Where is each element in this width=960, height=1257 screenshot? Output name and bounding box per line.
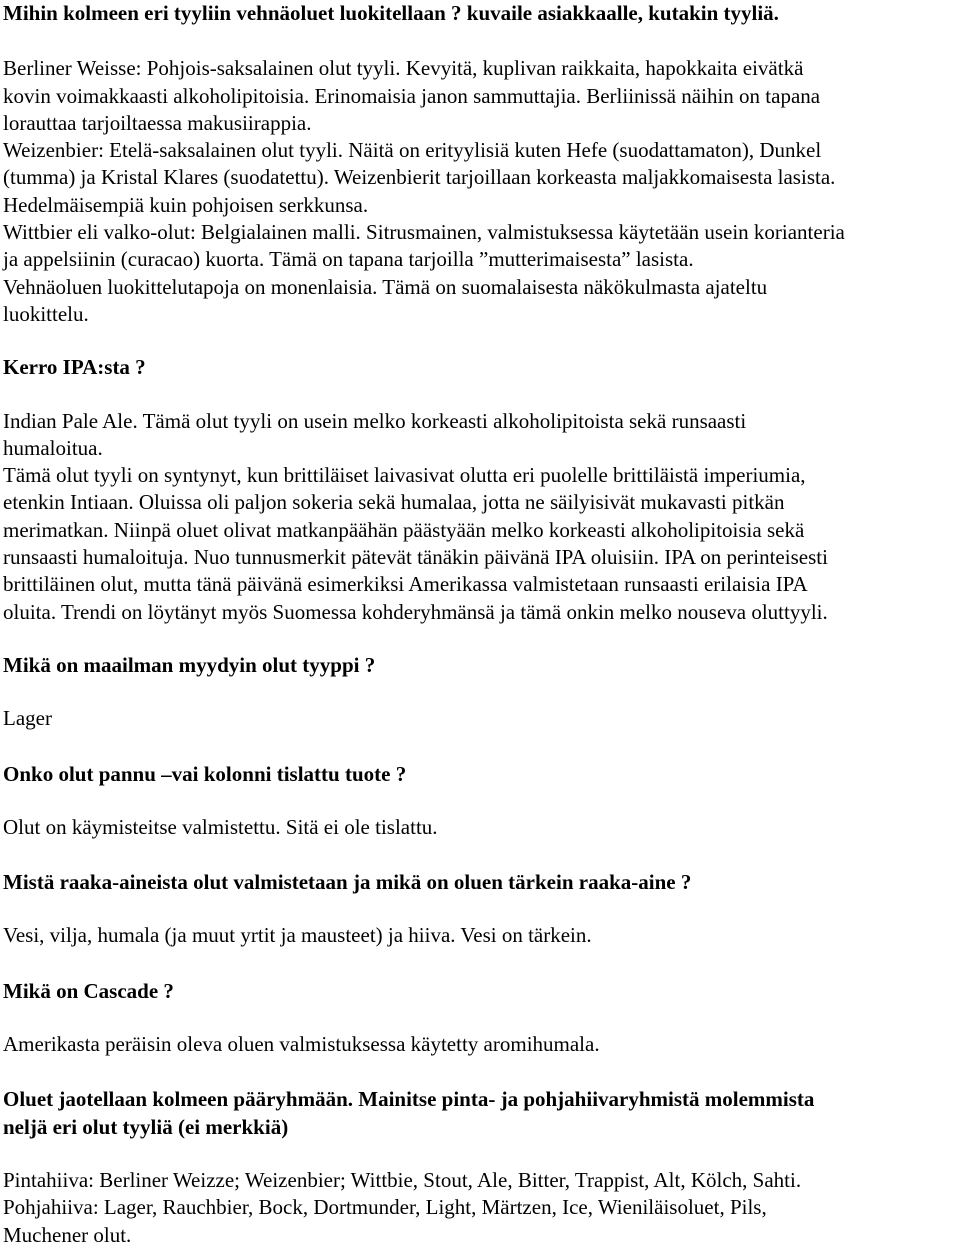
answer-line: kovin voimakkaasti alkoholipitoisia. Erinomaisia janon sammuttajia. Berliinissä näihin on tapana [3,83,821,108]
answer-line: oluita. Trendi on löytänyt myös Suomessa kohderyhmänsä ja tämä onkin melko nouseva oluttyyli. [3,599,828,624]
answer-line: Indian Pale Ale. Tämä olut tyyli on usein melko korkeasti alkoholipitoista sekä runsaasti [3,408,747,433]
answer-line: Hedelmäisempiä kuin pohjoisen serkkunsa. [3,192,369,217]
answer-line: runsaasti humaloituja. Nuo tunnusmerkit pätevät tänäkin päivänä IPA oluisiin. IPA on perinteisesti [3,545,828,570]
answer-ipa [3,408,953,626]
answer-raaka-aineet: Vesi, vilja, humala (ja muut yrtit ja mausteet) ja hiiva. Vesi on tärkein. [3,923,592,948]
answer-line: Berliner Weisse: Pohjois-saksalainen olut tyyli. Kevyitä, kuplivan raikkaita, hapokkaita eivätkä [3,56,804,81]
question-pannu-kolonni: Onko olut pannu –vai kolonni tislattu tuote ? [3,761,407,786]
answer-myydyin-olut: Lager [3,706,52,731]
question-line: Oluet jaotellaan kolmeen pääryhmään. Mainitse pinta- ja pohjahiivaryhmistä molemmista [3,1087,815,1112]
answer-line: Wittbier eli valko-olut: Belgialainen malli. Sitrusmainen, valmistuksessa käytetään usein korianteria [3,220,845,245]
question-myydyin-olut: Mikä on maailman myydyin olut tyyppi ? [3,652,376,677]
answer-line: Tämä olut tyyli on syntynyt, kun brittiläiset laivasivat olutta eri puolelle brittiläistä imperiumia, [3,463,806,488]
answer-line: luokittelu. [3,301,89,326]
question-vehnaoluet: Mihin kolmeen eri tyyliin vehnäoluet luokitellaan ? kuvaile asiakkaalle, kutakin tyyliä. [3,1,779,25]
answer-line: lorauttaa tarjoiltaessa makusiirappia. [3,110,312,135]
answer-line: etenkin Intiaan. Oluissa oli paljon sokeria sekä humalaa, jotta ne säilyisivät mukavasti pitkän [3,490,785,515]
question-raaka-aineet: Mistä raaka-aineista olut valmistetaan ja mikä on oluen tärkein raaka-aine ? [3,870,692,895]
question-ipa: Kerro IPA:sta ? [3,355,146,380]
answer-line: (tumma) ja Kristal Klares (suodatettu). Weizenbierit tarjoillaan korkeasta maljakkomaisesta lasista. [3,165,836,190]
document-page [3,0,953,1249]
answer-paaryhmat [3,1167,953,1249]
answer-pannu-kolonni: Olut on käymisteitse valmistettu. Sitä ei ole tislattu. [3,814,438,839]
answer-line: merimatkan. Niinpä oluet olivat matkanpäähän päästyään melko korkeasti alkoholipitoisia sekä [3,517,805,542]
answer-line: Muchener olut. [3,1222,132,1247]
answer-line: ja appelsiinin (curacao) kuorta. Tämä on tapana tarjoilla ”mutterimaisesta” lasista. [3,247,694,272]
answer-line: humaloitua. [3,435,103,460]
answer-line: Weizenbier: Etelä-saksalainen olut tyyli. Näitä on erityylisiä kuten Hefe (suodattamaton), Dunkel [3,138,822,163]
question-cascade: Mikä on Cascade ? [3,978,174,1003]
answer-line: Vehnäoluen luokittelutapoja on monenlaisia. Tämä on suomalaisesta näkökulmasta ajateltu [3,274,768,299]
answer-cascade: Amerikasta peräisin oleva oluen valmistuksessa käytetty aromihumala. [3,1032,600,1057]
answer-vehnaoluet [3,55,953,328]
question-paaryhmat [3,1086,953,1141]
answer-line: Pohjahiiva: Lager, Rauchbier, Bock, Dortmunder, Light, Märtzen, Ice, Wieniläisoluet, Pils, [3,1195,767,1220]
answer-line: brittiläinen olut, mutta tänä päivänä esimerkiksi Amerikassa valmistetaan runsaasti erilaisia IPA [3,572,808,597]
answer-line: Pintahiiva: Berliner Weizze; Weizenbier; Wittbie, Stout, Ale, Bitter, Trappist, Alt, Kölch, Sahti. [3,1167,802,1192]
question-line: neljä eri olut tyyliä (ei merkkiä) [3,1114,289,1139]
